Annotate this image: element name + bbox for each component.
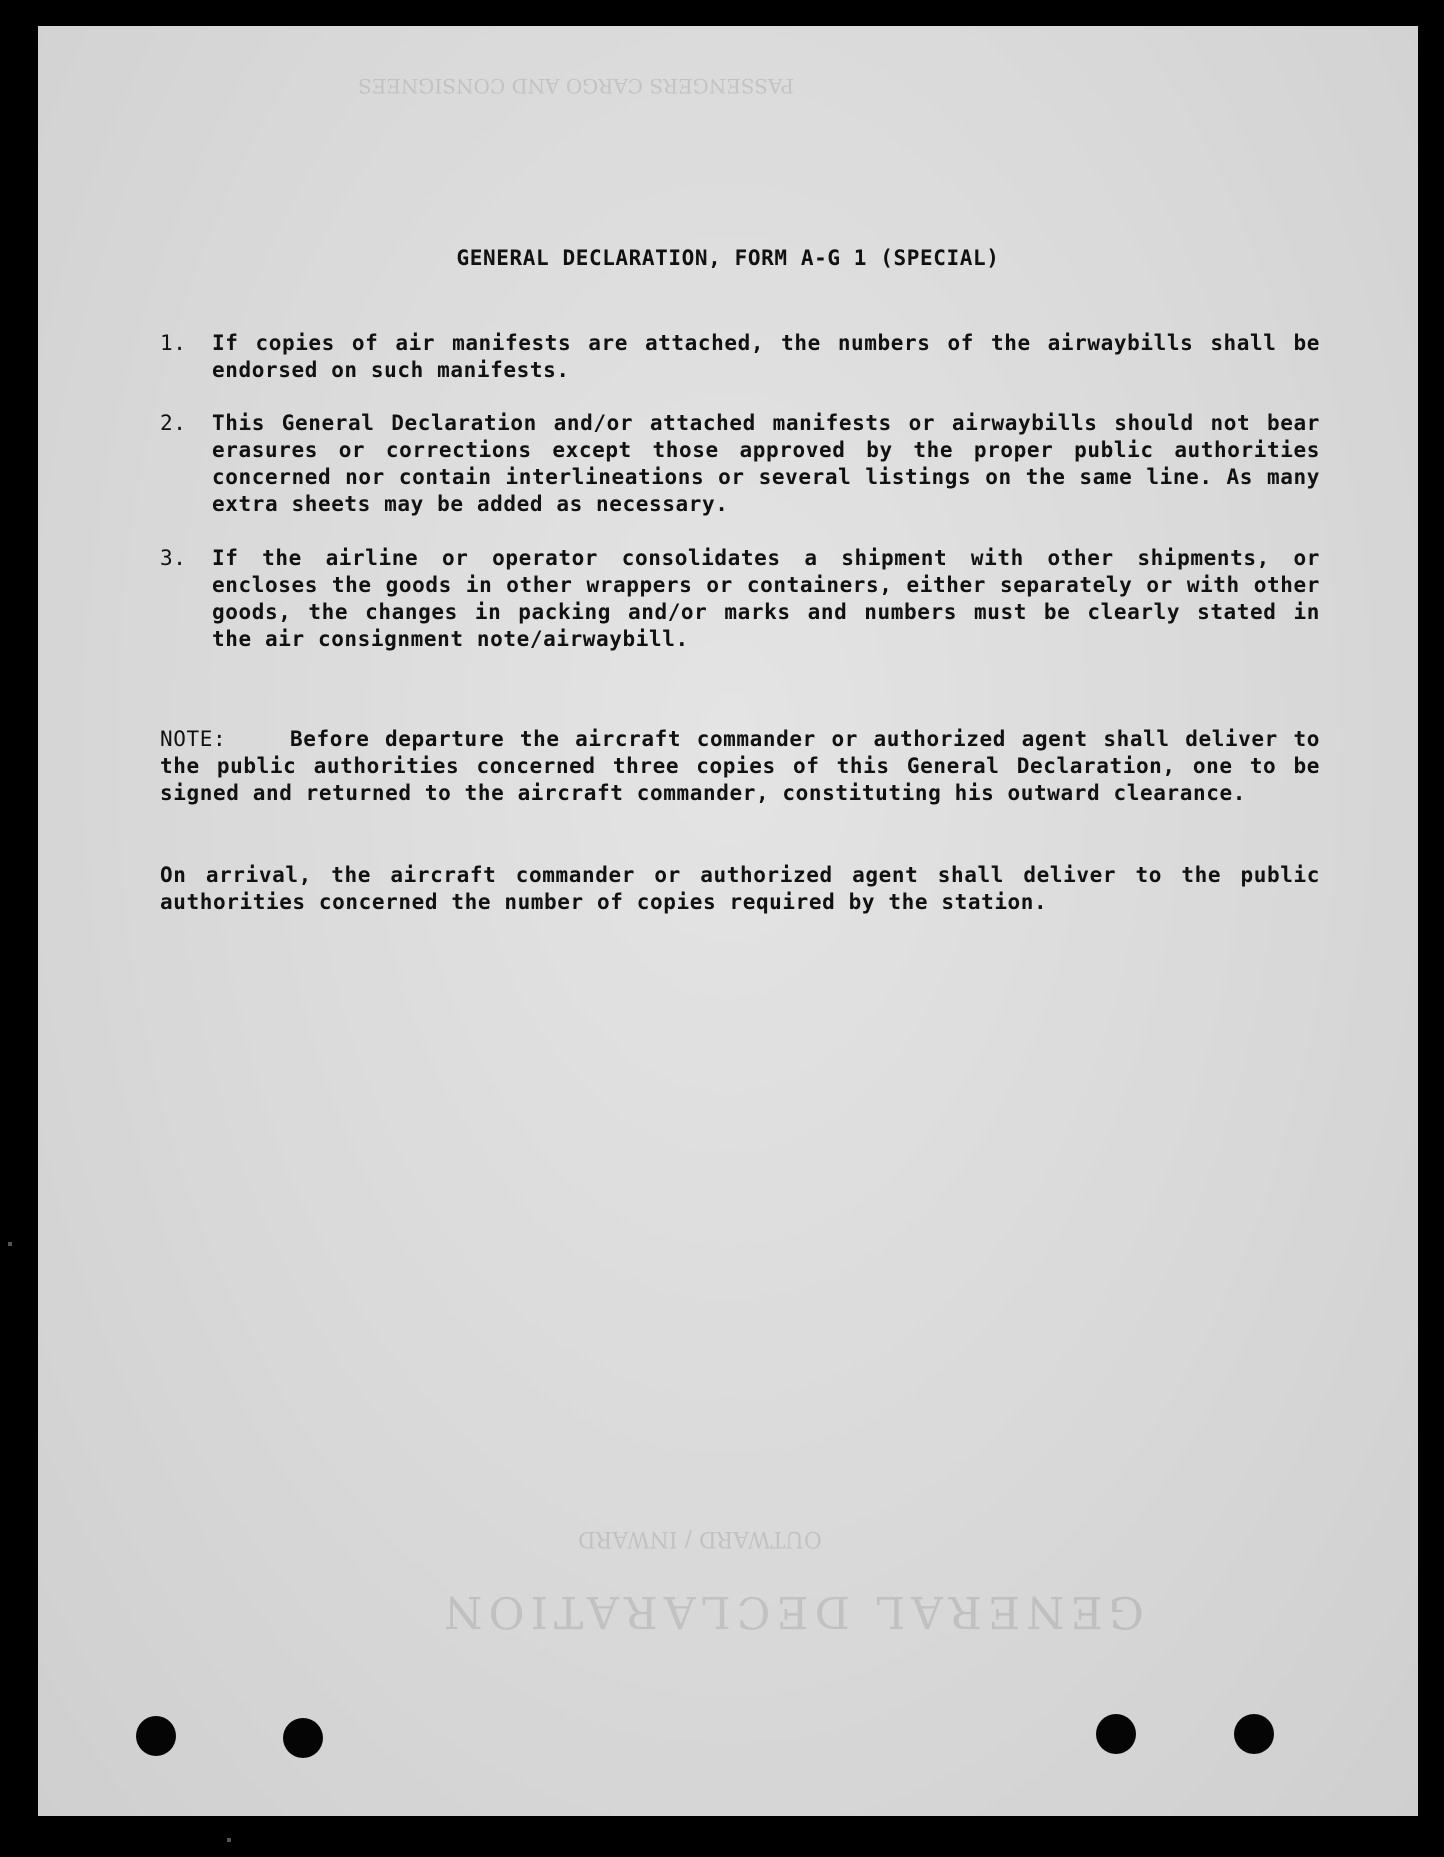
arrival-paragraph bbox=[160, 862, 1320, 916]
edge-speck bbox=[8, 1242, 12, 1246]
bleed-through-header: PASSENGERS CARGO AND CONSIGNEES bbox=[358, 74, 794, 98]
edge-speck bbox=[227, 1838, 231, 1842]
list-item-text: This General Declaration and/or attached manifests or airwaybills should not bear erasures or corrections except those approved by the proper public authorities concerned nor contain interlineations or several listings on the same line. As many extra sheets may be added as necessary. bbox=[212, 411, 1320, 516]
bleed-through-heading: GENERAL DECLARATION bbox=[438, 1586, 1144, 1637]
punch-hole-1 bbox=[136, 1716, 176, 1756]
note-text: Before departure the aircraft commander or authorized agent shall deliver to the public authorities concerned three copies of this General Declaration, one to be signed and returned to the aircraft commander, constituting his outward clearance. bbox=[160, 727, 1320, 805]
page-title: GENERAL DECLARATION, FORM A-G 1 (SPECIAL) bbox=[456, 246, 1000, 270]
punch-hole-3 bbox=[1096, 1714, 1136, 1754]
list-item-text: If copies of air manifests are attached, the numbers of the airwaybills shall be endorsed on such manifests. bbox=[212, 331, 1320, 382]
list-item-number: 1. bbox=[160, 331, 187, 355]
note-paragraph bbox=[160, 726, 1320, 807]
document-page bbox=[38, 26, 1418, 1816]
arrival-text: On arrival, the aircraft commander or authorized agent shall deliver to the public authorities concerned the number of copies required by the station. bbox=[160, 863, 1320, 914]
bleed-through-subheading: OUTWARD / INWARD bbox=[578, 1526, 822, 1551]
list-item-2 bbox=[160, 410, 1320, 518]
list-item-1 bbox=[160, 330, 1320, 384]
list-item-text: If the airline or operator consolidates a shipment with other shipments, or encloses the goods in other wrappers or containers, either separately or with other goods, the changes in packing and/or marks and numbers must be clearly stated in the air consignment note/airwaybill. bbox=[212, 546, 1320, 651]
list-item-3 bbox=[160, 545, 1320, 653]
list-item-number: 2. bbox=[160, 411, 187, 435]
punch-hole-2 bbox=[283, 1718, 323, 1758]
note-label: NOTE: bbox=[160, 727, 227, 751]
list-item-number: 3. bbox=[160, 546, 187, 570]
punch-hole-4 bbox=[1234, 1714, 1274, 1754]
